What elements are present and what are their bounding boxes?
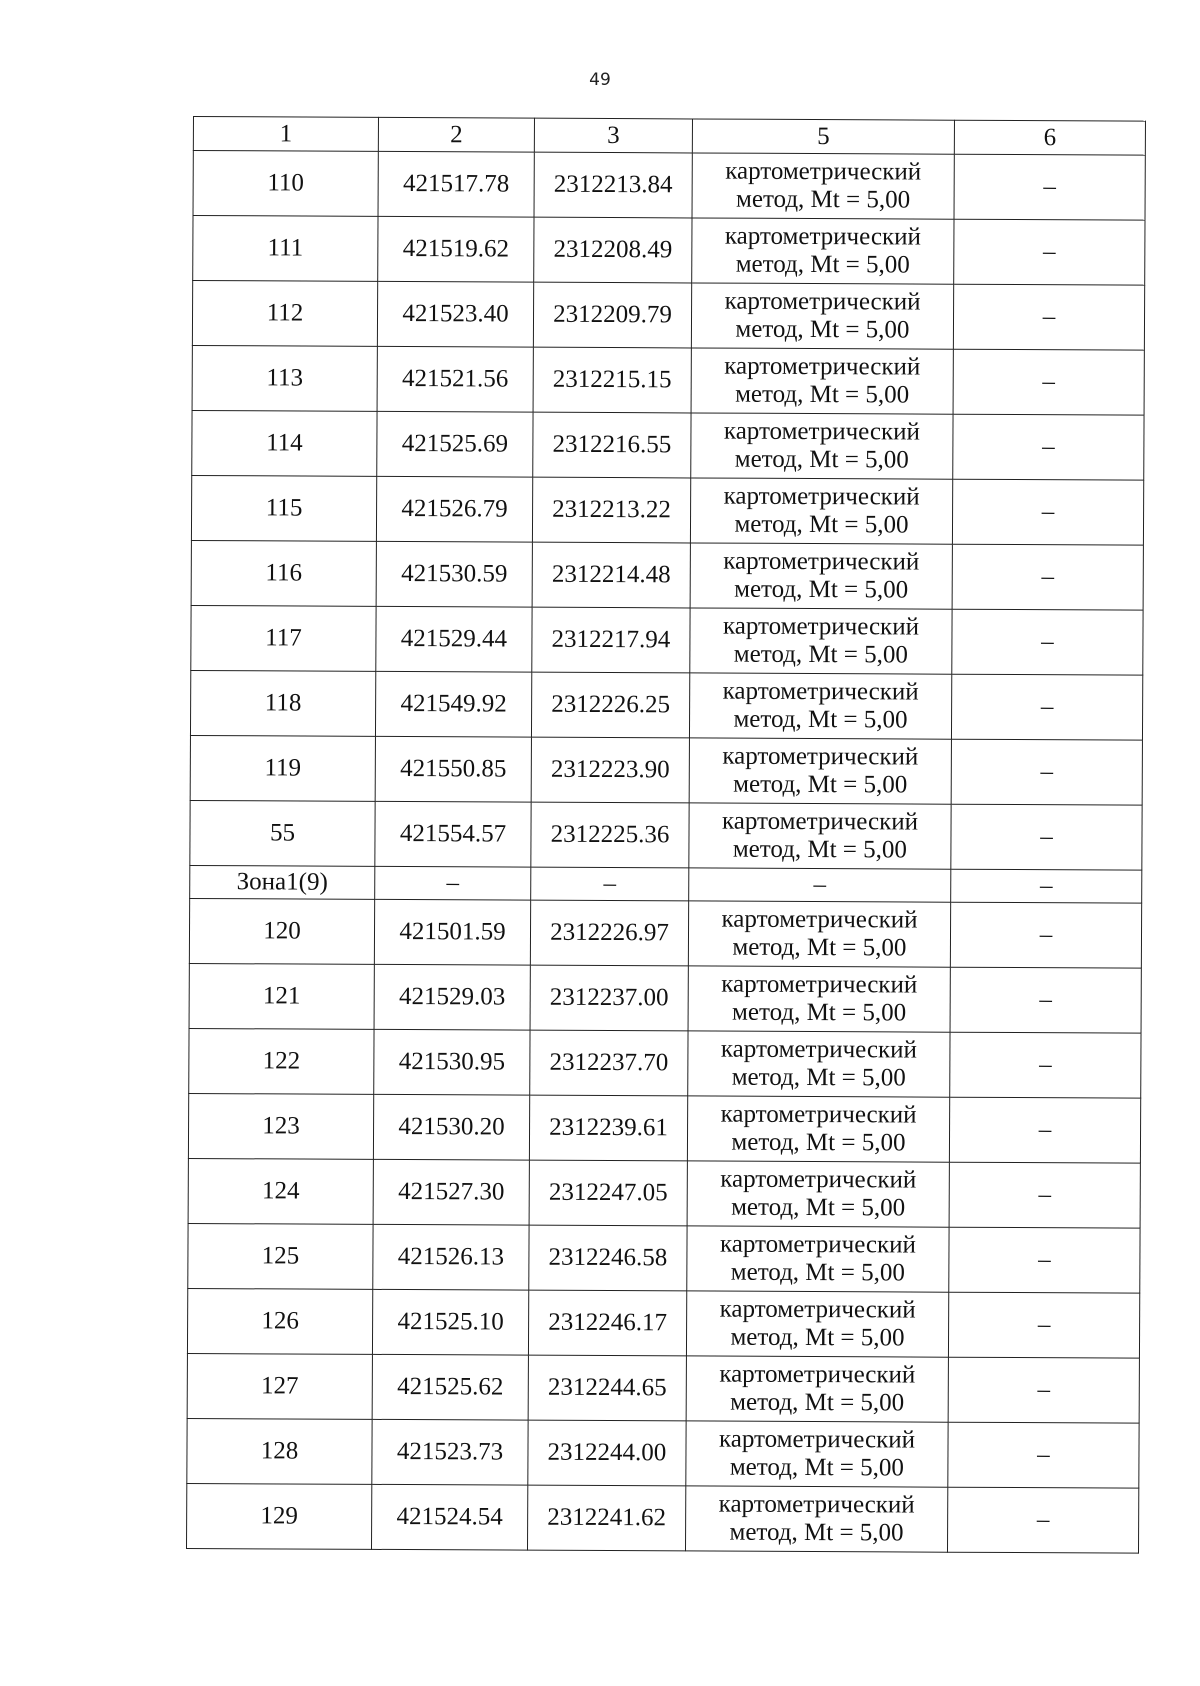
method-line-2: метод, Mt = 5,00: [732, 933, 907, 962]
point-number-cell: 122: [189, 1028, 374, 1094]
method-line-2: метод, Mt = 5,00: [732, 998, 907, 1027]
point-number-cell: 115: [191, 475, 376, 541]
x-coordinate-cell: 421530.59: [376, 541, 532, 607]
column-header-3: 3: [534, 118, 692, 153]
method-cell: [688, 1031, 950, 1097]
method-line-2: метод, Mt = 5,00: [735, 380, 910, 409]
table-body: [186, 151, 1145, 1554]
method-line-1: картометрический: [723, 482, 920, 511]
y-coordinate-cell: 2312239.61: [529, 1095, 687, 1161]
y-coordinate-cell: 2312237.70: [530, 1030, 688, 1096]
table-row: [187, 1288, 1139, 1358]
note-cell: –: [949, 1097, 1140, 1163]
method-line-1: картометрический: [724, 287, 921, 316]
method-line-2: метод, Mt = 5,00: [730, 1388, 905, 1417]
method-line-2: метод, Mt = 5,00: [734, 575, 909, 604]
x-coordinate-cell: 421521.56: [377, 346, 533, 412]
method-line-1: картометрический: [718, 1425, 916, 1454]
y-coordinate-cell: 2312226.97: [530, 900, 688, 966]
note-cell: –: [953, 414, 1144, 480]
x-coordinate-cell: 421530.20: [373, 1094, 529, 1160]
method-line-2: метод, Mt = 5,00: [733, 640, 908, 669]
note-cell: –: [952, 609, 1143, 675]
method-line-2: метод, Mt = 5,00: [729, 1518, 904, 1547]
point-number-cell: 116: [191, 540, 376, 606]
point-number-cell: 128: [187, 1418, 372, 1484]
note-cell: –: [950, 902, 1141, 968]
point-number-cell: 127: [187, 1353, 372, 1419]
y-coordinate-cell: 2312217.94: [532, 607, 690, 673]
x-coordinate-cell: 421524.54: [371, 1484, 527, 1550]
method-line-1: картометрический: [720, 1035, 917, 1064]
y-coordinate-cell: 2312213.22: [532, 477, 690, 543]
method-cell: [689, 803, 951, 869]
y-coordinate-cell: 2312214.48: [532, 542, 690, 608]
table-row: [192, 410, 1144, 480]
point-number-cell: 114: [192, 410, 377, 476]
note-cell: –: [951, 804, 1142, 870]
method-cell: [687, 1096, 949, 1162]
y-coordinate-cell: 2312247.05: [529, 1160, 687, 1226]
note-cell: –: [953, 284, 1144, 350]
method-cell: [686, 1356, 948, 1422]
method-line-2: метод, Mt = 5,00: [731, 1128, 906, 1157]
table-row: [190, 800, 1142, 870]
method-line-2: метод, Mt = 5,00: [734, 510, 909, 539]
y-coordinate-cell: 2312237.00: [530, 965, 688, 1031]
point-number-cell: 119: [190, 735, 375, 801]
method-line-2: метод, Mt = 5,00: [731, 1193, 906, 1222]
table-row: [187, 1418, 1139, 1488]
method-cell: –: [689, 868, 951, 902]
point-number-cell: 117: [191, 605, 376, 671]
method-line-2: метод, Mt = 5,00: [733, 770, 908, 799]
point-number-cell: 129: [186, 1483, 371, 1549]
y-coordinate-cell: 2312223.90: [531, 737, 689, 803]
table-row: [193, 151, 1145, 221]
point-number-cell: 123: [188, 1093, 373, 1159]
point-number-cell: 126: [187, 1288, 372, 1354]
note-cell: –: [951, 674, 1142, 740]
x-coordinate-cell: 421529.44: [376, 606, 532, 672]
y-coordinate-cell: 2312244.00: [528, 1420, 686, 1486]
table-row: [193, 216, 1145, 286]
y-coordinate-cell: 2312209.79: [533, 282, 691, 348]
point-number-cell: 124: [188, 1158, 373, 1224]
x-coordinate-cell: 421501.59: [374, 899, 530, 965]
method-line-1: картометрический: [720, 1165, 917, 1194]
y-coordinate-cell: –: [531, 867, 689, 901]
method-line-1: картометрический: [720, 1100, 917, 1129]
note-cell: –: [949, 1162, 1140, 1228]
table-row: [192, 345, 1144, 415]
note-cell: –: [953, 349, 1144, 415]
method-cell: [686, 1421, 948, 1487]
method-cell: [688, 966, 950, 1032]
method-line-1: картометрический: [722, 742, 919, 771]
point-number-cell: 55: [190, 800, 375, 866]
x-coordinate-cell: 421525.69: [377, 411, 533, 477]
method-line-2: метод, Mt = 5,00: [730, 1323, 905, 1352]
note-cell: –: [952, 479, 1143, 545]
note-cell: –: [948, 1357, 1139, 1423]
table-row: [188, 1158, 1140, 1228]
y-coordinate-cell: 2312215.15: [533, 347, 691, 413]
x-coordinate-cell: 421530.95: [374, 1029, 530, 1095]
column-header-1: 1: [193, 117, 378, 152]
point-number-cell: 121: [189, 963, 374, 1029]
y-coordinate-cell: 2312213.84: [534, 152, 692, 218]
column-header-5: 5: [692, 119, 954, 154]
y-coordinate-cell: 2312216.55: [533, 412, 691, 478]
method-cell: [691, 348, 953, 414]
column-header-2: 2: [378, 117, 534, 152]
x-coordinate-cell: 421523.73: [372, 1419, 528, 1485]
method-line-2: метод, Mt = 5,00: [730, 1258, 905, 1287]
y-coordinate-cell: 2312225.36: [531, 802, 689, 868]
method-line-2: метод, Mt = 5,00: [734, 445, 909, 474]
method-line-1: картометрический: [725, 157, 922, 186]
x-coordinate-cell: 421525.62: [372, 1354, 528, 1420]
method-line-1: картометрический: [719, 1360, 916, 1389]
method-cell: [687, 1161, 949, 1227]
coordinates-table: [186, 116, 1146, 1554]
point-number-cell: Зона1(9): [190, 865, 375, 899]
method-line-1: картометрический: [722, 677, 919, 706]
table-row: [191, 475, 1143, 545]
note-cell: –: [954, 154, 1145, 220]
method-line-1: картометрический: [724, 222, 921, 251]
table-row: [187, 1353, 1139, 1423]
method-cell: [690, 478, 952, 544]
x-coordinate-cell: 421527.30: [373, 1159, 529, 1225]
page-number: 49: [589, 70, 611, 90]
method-cell: [688, 901, 950, 967]
table-row: [191, 605, 1143, 675]
method-cell: [690, 608, 952, 674]
zone-row: [190, 865, 1142, 903]
method-line-1: картометрический: [719, 1230, 917, 1259]
method-line-1: картометрический: [721, 807, 919, 836]
x-coordinate-cell: 421519.62: [378, 216, 534, 282]
table-header-row: [193, 117, 1145, 156]
x-coordinate-cell: 421525.10: [372, 1289, 528, 1355]
note-cell: –: [948, 1422, 1139, 1488]
x-coordinate-cell: 421517.78: [378, 151, 534, 217]
y-coordinate-cell: 2312226.25: [531, 672, 689, 738]
method-line-1: картометрический: [721, 905, 918, 934]
point-number-cell: 120: [189, 898, 374, 964]
y-coordinate-cell: 2312208.49: [534, 217, 692, 283]
x-coordinate-cell: 421523.40: [377, 281, 533, 347]
table-row: [186, 1483, 1138, 1553]
note-cell: –: [952, 544, 1143, 610]
method-cell: [690, 543, 952, 609]
method-line-1: картометрический: [718, 1490, 915, 1519]
table-row: [189, 963, 1141, 1033]
method-cell: [687, 1226, 949, 1292]
point-number-cell: 110: [193, 151, 378, 217]
table-row: [188, 1093, 1140, 1163]
y-coordinate-cell: 2312246.58: [529, 1225, 687, 1291]
x-coordinate-cell: 421526.79: [376, 476, 532, 542]
method-line-2: метод, Mt = 5,00: [731, 1063, 906, 1092]
method-cell: [689, 738, 951, 804]
x-coordinate-cell: 421550.85: [375, 736, 531, 802]
note-cell: –: [947, 1487, 1138, 1553]
method-line-2: метод, Mt = 5,00: [729, 1453, 904, 1482]
note-cell: –: [951, 869, 1142, 903]
x-coordinate-cell: 421526.13: [373, 1224, 529, 1290]
method-line-1: картометрический: [721, 970, 918, 999]
method-line-2: метод, Mt = 5,00: [735, 315, 910, 344]
table-row: [192, 281, 1144, 351]
point-number-cell: 112: [192, 281, 377, 347]
table-row: [190, 735, 1142, 805]
point-number-cell: 125: [188, 1223, 373, 1289]
method-line-2: метод, Mt = 5,00: [735, 250, 910, 279]
method-line-1: картометрический: [719, 1295, 916, 1324]
y-coordinate-cell: 2312241.62: [527, 1485, 685, 1551]
method-line-1: картометрический: [722, 612, 920, 641]
table-row: [190, 670, 1142, 740]
x-coordinate-cell: 421554.57: [375, 801, 531, 867]
method-line-1: картометрический: [723, 547, 920, 576]
note-cell: –: [948, 1292, 1139, 1358]
method-line-1: картометрический: [724, 352, 921, 381]
table-row: [191, 540, 1143, 610]
method-cell: [689, 673, 951, 739]
note-cell: –: [954, 219, 1145, 285]
x-coordinate-cell: 421529.03: [374, 964, 530, 1030]
y-coordinate-cell: 2312244.65: [528, 1355, 686, 1421]
method-line-2: метод, Mt = 5,00: [733, 705, 908, 734]
x-coordinate-cell: 421549.92: [375, 671, 531, 737]
y-coordinate-cell: 2312246.17: [528, 1290, 686, 1356]
table-row: [188, 1223, 1140, 1293]
method-line-2: метод, Mt = 5,00: [732, 835, 908, 864]
method-cell: [686, 1291, 948, 1357]
method-cell: [685, 1486, 947, 1552]
method-line-1: картометрический: [723, 417, 921, 446]
x-coordinate-cell: –: [375, 866, 531, 900]
note-cell: –: [949, 1227, 1140, 1293]
point-number-cell: 113: [192, 345, 377, 411]
table-row: [189, 898, 1141, 968]
method-line-2: метод, Mt = 5,00: [736, 185, 911, 214]
note-cell: –: [951, 739, 1142, 805]
method-cell: [692, 218, 954, 284]
note-cell: –: [950, 1032, 1141, 1098]
note-cell: –: [950, 967, 1141, 1033]
table-row: [189, 1028, 1141, 1098]
point-number-cell: 118: [190, 670, 375, 736]
method-cell: [692, 153, 954, 219]
method-cell: [691, 283, 953, 349]
method-cell: [691, 413, 953, 479]
point-number-cell: 111: [193, 216, 378, 282]
column-header-6: 6: [954, 120, 1145, 155]
